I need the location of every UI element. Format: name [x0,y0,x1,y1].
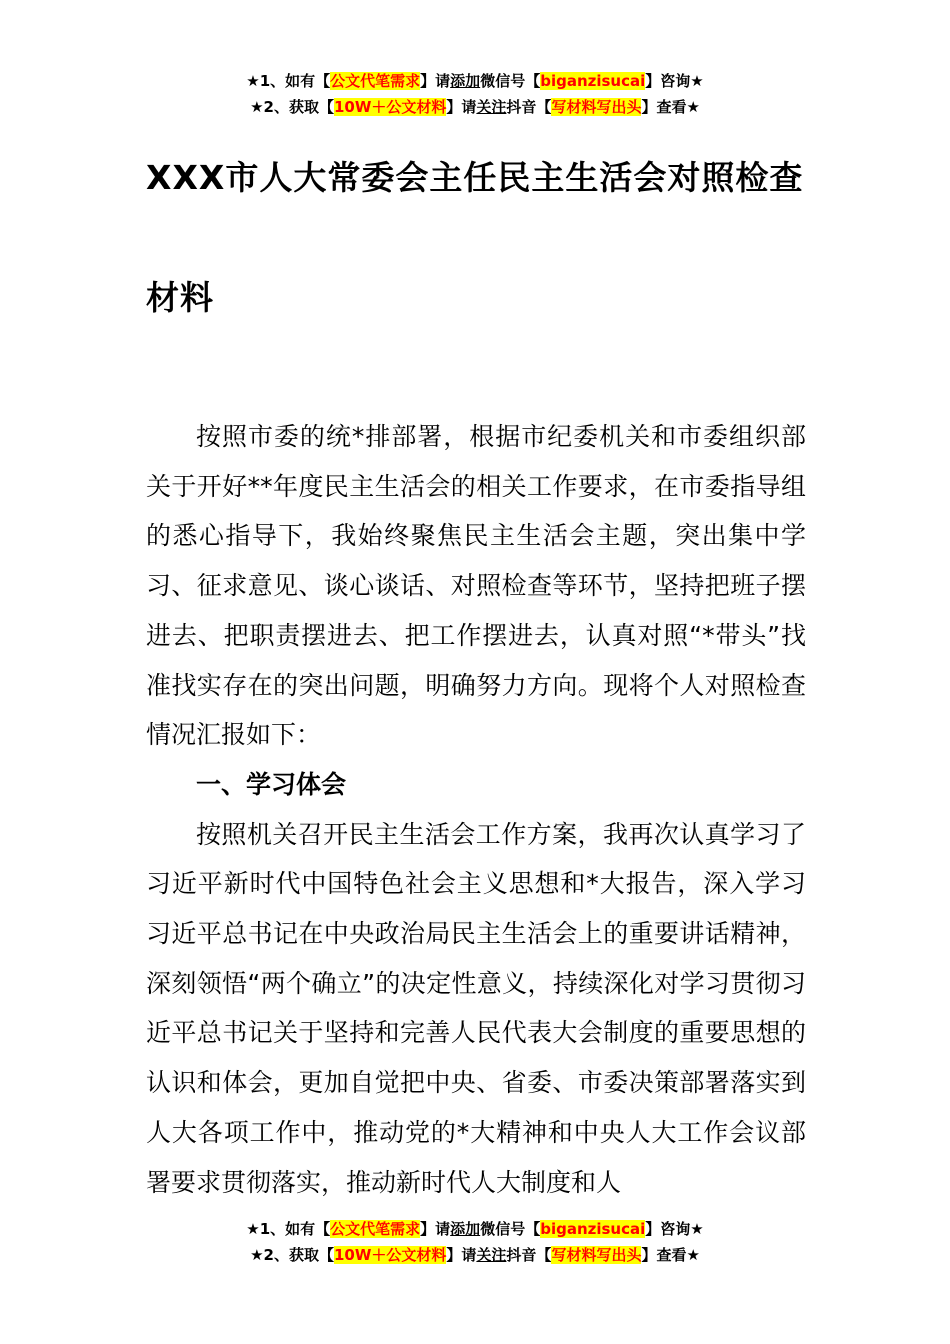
banner-highlight: 公文代笔需求 [330,1220,421,1238]
banner-line-2 [0,1242,950,1268]
document-body [146,412,806,1207]
banner-text: 抖音【 [506,98,552,116]
banner-highlight: 写材料写出头 [551,1246,642,1264]
banner-text: 】请 [446,1246,477,1264]
banner-text: 微信号【 [480,1220,541,1238]
banner-text: 抖音【 [506,1246,552,1264]
star-icon: ★ [246,1220,260,1238]
banner-highlight: 公文代笔需求 [330,72,421,90]
banner-underlined: 关注 [476,1246,507,1264]
banner-text: 】查看 [641,1246,687,1264]
banner-text: 2、获取【 [263,1246,334,1264]
star-icon: ★ [690,1220,704,1238]
banner-text: 】咨询 [645,1220,691,1238]
body-paragraph: 按照机关召开民主生活会工作方案，我再次认真学习了习近平新时代中国特色社会主义思想和*大报告，深入学习习近平总书记在中央政治局民主生活会上的重要讲话精神，深刻领悟“两个确立”的决定性意义，持续深化对学习贯彻习近平总书记关于坚持和完善人民代表大会制度的重要思想的认识和体会，更加自觉把中央、省委、市委决策部署落实到人大各项工作中，推动党的*大精神和中央人大工作会议部署要求贯彻落实，推动新时代人大制度和人 [146,819,806,1197]
banner-underlined: 添加 [450,1220,481,1238]
star-icon: ★ [246,72,260,90]
banner-line-1 [0,1216,950,1242]
star-icon: ★ [686,98,700,116]
header-banner [0,68,950,120]
star-icon: ★ [250,98,264,116]
document-title-line-2: 材料 [146,278,214,317]
star-icon: ★ [690,72,704,90]
banner-text: 】请 [420,1220,451,1238]
banner-text: 】请 [420,72,451,90]
banner-text: 2、获取【 [263,98,334,116]
banner-highlight: 10W＋公文材料 [333,1246,447,1264]
star-icon: ★ [250,1246,264,1264]
banner-underlined: 添加 [450,72,481,90]
footer-banner [0,1216,950,1268]
banner-text: 】咨询 [645,72,691,90]
banner-highlight: 写材料写出头 [551,98,642,116]
banner-line-1 [0,68,950,94]
banner-underlined: 关注 [476,98,507,116]
banner-highlight: 10W＋公文材料 [333,98,447,116]
document-title-line-1: XXX市人大常委会主任民主生活会对照检查 [146,158,804,197]
banner-text: 】请 [446,98,477,116]
banner-text: 】查看 [641,98,687,116]
banner-text: 1、如有【 [259,72,331,90]
intro-paragraph: 按照市委的统*排部署，根据市纪委机关和市委组织部关于开好**年度民主生活会的相关工作要求，在市委指导组的悉心指导下，我始终聚焦民主生活会主题，突出集中学习、征求意见、谈心谈话、对照检查等环节，坚持把班子摆进去、把职责摆进去、把工作摆进去，认真对照“*带头”找准找实存在的突出问题，明确努力方向。现将个人对照检查情况汇报如下： [146,422,806,750]
banner-highlight: biganzisucai [540,72,646,90]
star-icon: ★ [686,1246,700,1264]
banner-text: 1、如有【 [259,1220,331,1238]
banner-text: 微信号【 [480,72,541,90]
section-heading: 一、学习体会 [196,769,347,799]
banner-line-2 [0,94,950,120]
banner-highlight: biganzisucai [540,1220,646,1238]
